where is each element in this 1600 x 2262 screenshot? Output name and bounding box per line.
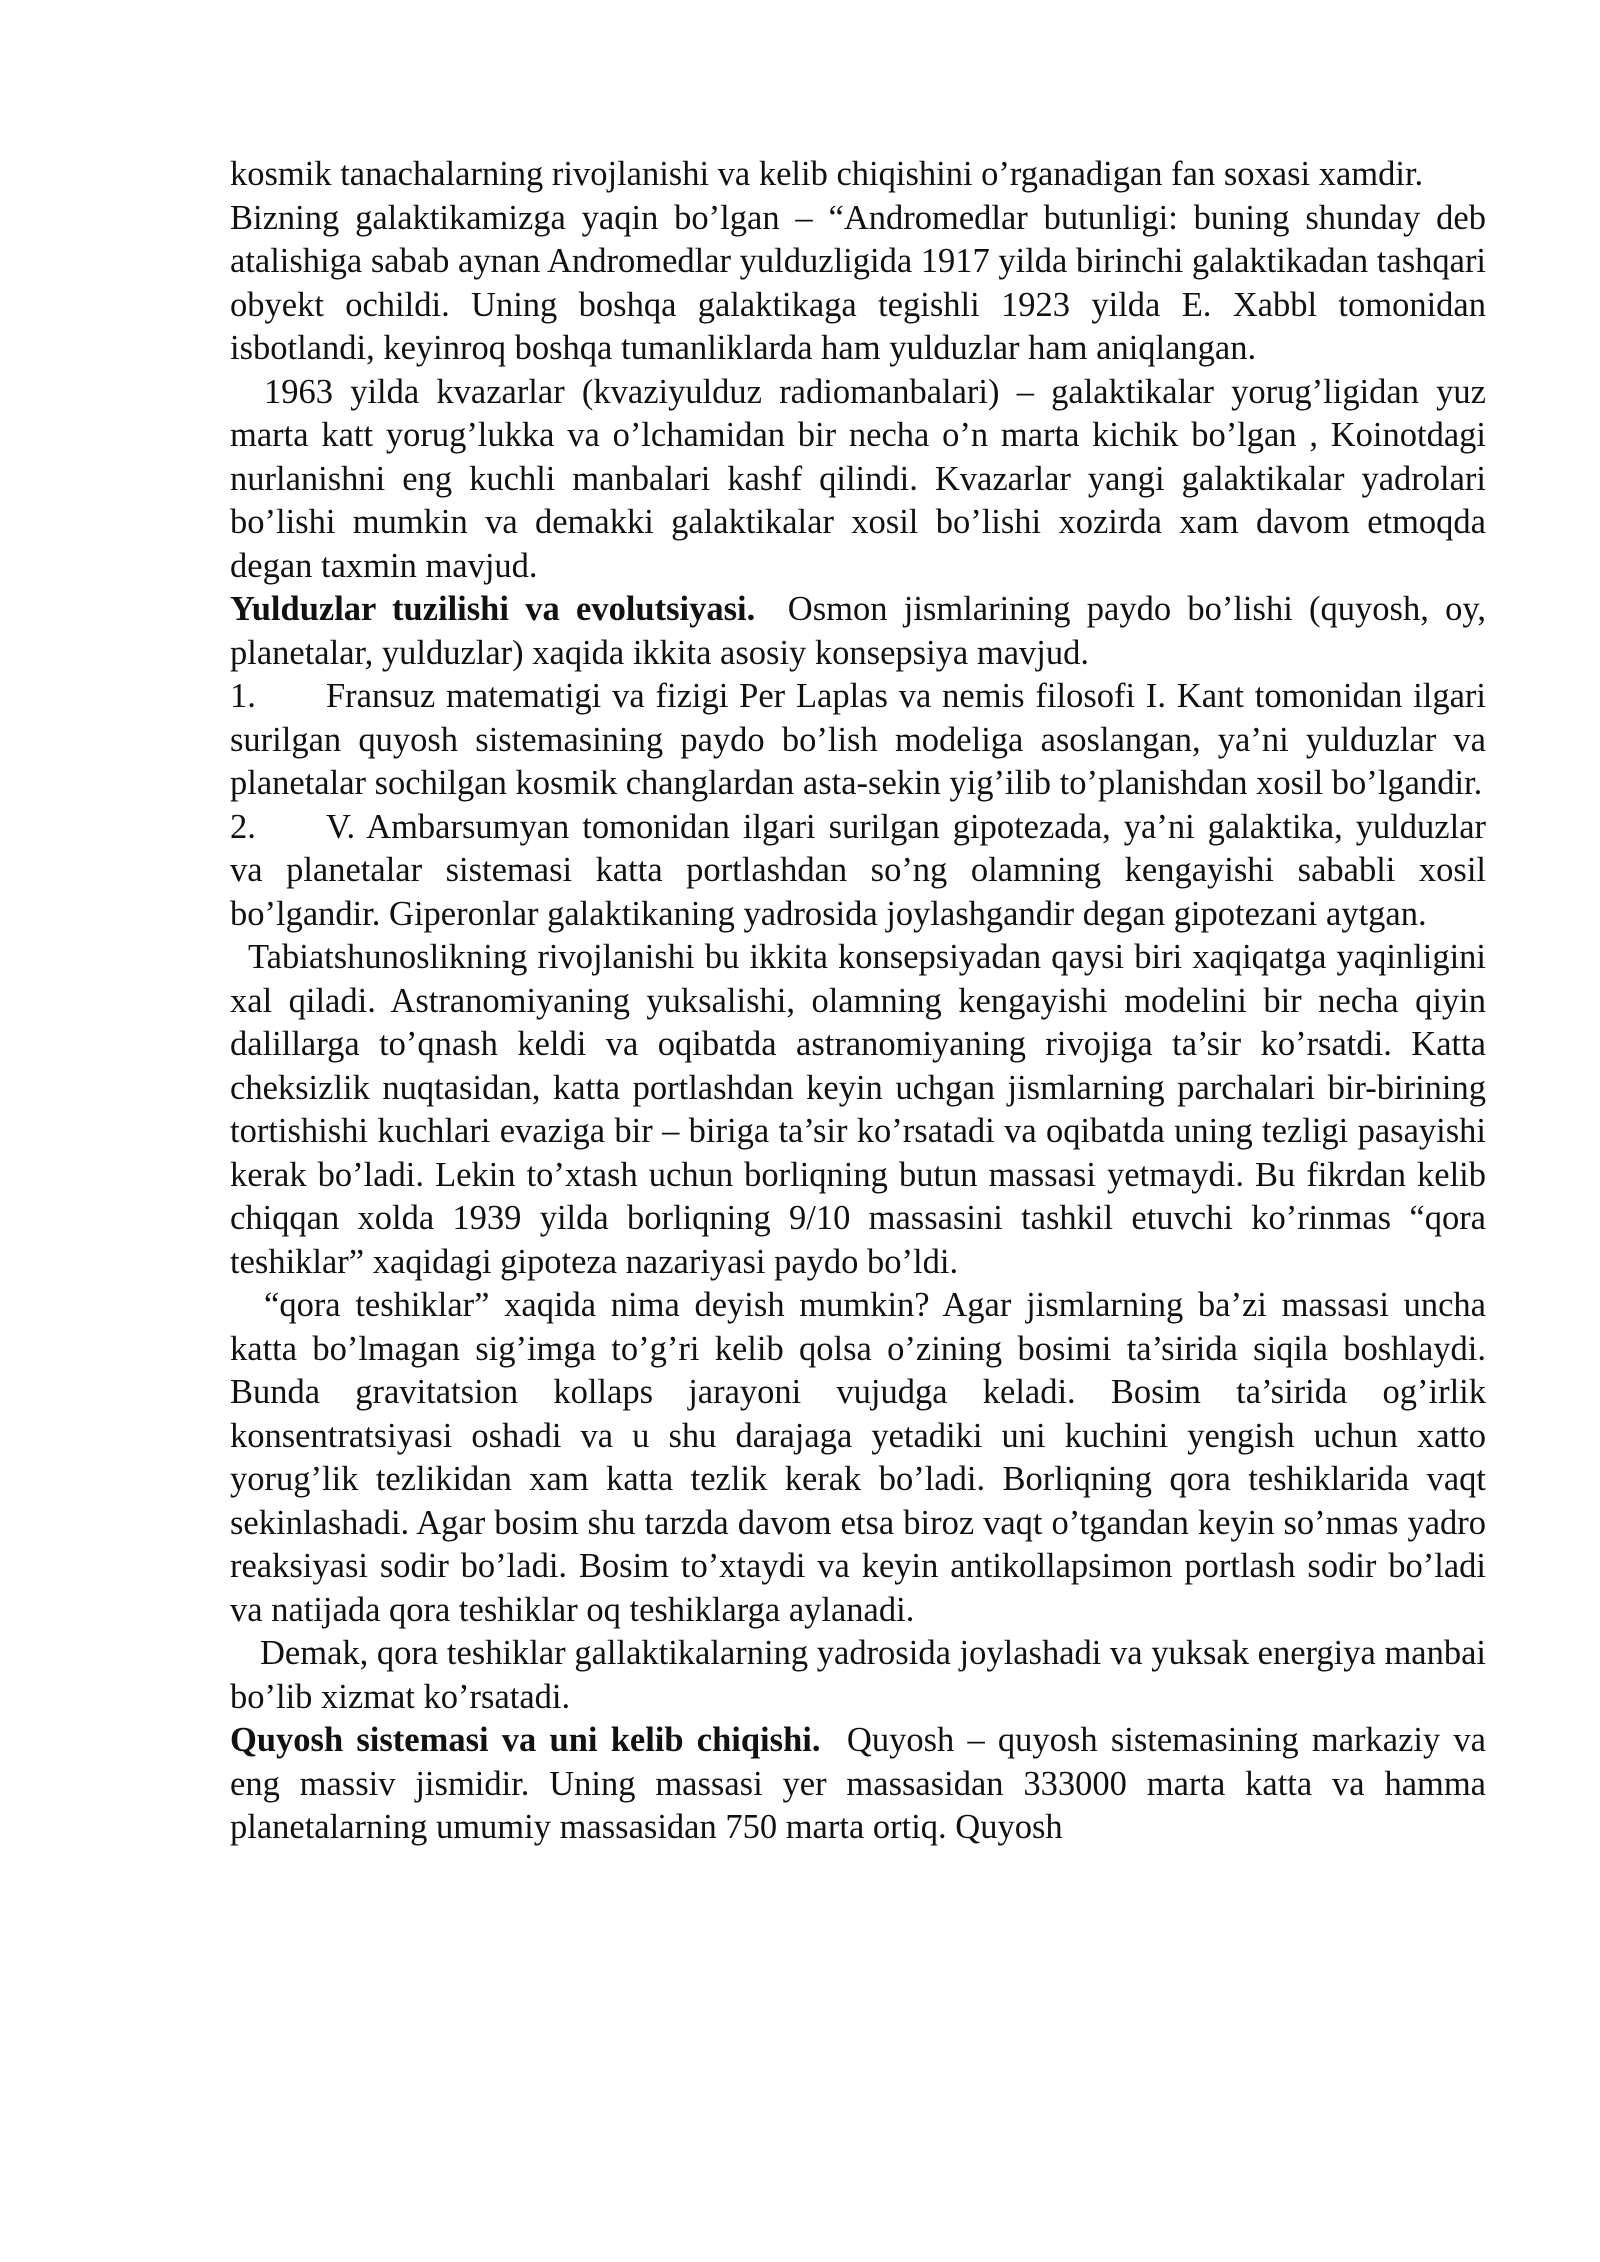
list-number-2: 2.: [230, 807, 256, 846]
paragraph-andromeda: Bizning galaktikamizga yaqin bo’lgan – “Andromedlar butunligi: buning shunday deb atalishiga sabab aynan Andromedlar yulduzligida 1917 yilda birinchi galaktikadan tashqari obyekt ochildi. Uning boshqa galaktikaga tegishli 1923 yilda E. Xabbl tomonidan isbotlandi, keyinroq boshqa tumanliklarda ham yulduzlar ham aniqlangan.: [230, 198, 1487, 367]
section-heading-stars: Yulduzlar tuzilishi va evolutsiyasi.: [230, 590, 756, 628]
paragraph-conclusion: Demak, qora teshiklar gallaktikalarning yadrosida joylashadi va yuksak energiya manbai bo’lib xizmat ko’rsatadi.: [230, 1634, 1486, 1716]
list-item-2: [230, 806, 1486, 937]
paragraph-black-holes: “qora teshiklar” xaqida nima deyish mumkin? Agar jismlarning ba’zi massasi uncha katta bo’lmagan sig’imga to’g’ri kelib qolsa o’zining bosimi ta’sirida siqila boshlaydi. Bunda gravitatsion kollaps jarayoni vujudga keladi. Bosim ta’sirida og’irlik konsentratsiyasi oshadi va u shu darajaga yetadiki uni kuchini yengish uchun xatto yorug’lik tezlikidan xam katta tezlik kerak bo’ladi. Borliqning qora teshiklarida vaqt sekinlashadi. Agar bosim shu tarzda davom etsa biroz vaqt o’tgandan keyin so’nmas yadro reaksiyasi sodir bo’ladi. Bosim to’xtaydi va keyin antikollapsimon portlash sodir bo’ladi va natijada qora teshiklar oq teshiklarga aylanadi.: [230, 1286, 1486, 1629]
list-item-1: [230, 675, 1486, 806]
section-text-solar-system: Quyosh – quyosh sistemasining markaziy va eng massiv jismidir. Uning massasi yer massasidan 333000 marta katta va hamma planetalarning umumiy massasidan 750 marta ortiq. Quyosh: [230, 1721, 1487, 1846]
list-text-2: V. Ambarsumyan tomonidan ilgari surilgan gipotezada, ya’ni galaktika, yulduzlar va planetalar sistemasi katta portlashdan so’ng olamning kengayishi sababli xosil bo’lgandir. Giperonlar galaktikaning yadrosida joylashgandir degan gipotezani aytgan.: [230, 807, 1486, 933]
text-column: [230, 153, 1486, 1850]
section-heading-solar-system: Quyosh sistemasi va uni kelib chiqishi.: [230, 1721, 821, 1759]
paragraph-stars-section: [230, 588, 1486, 675]
paragraph-natural-science: Tabiatshunoslikning rivojlanishi bu ikkita konsepsiyadan qaysi biri xaqiqatga yaqinligini xal qiladi. Astranomiyaning yuksalishi, olamning kengayishi modelini bir necha qiyin dalillarga to’qnash keldi va oqibatda astranomiyaning rivojiga ta’sir ko’rsatdi. Katta cheksizlik nuqtasidan, katta portlashdan keyin uchgan jismlarning parchalari bir-birining tortishishi kuchlari evaziga bir – biriga ta’sir ko’rsatadi va oqibatda uning tezligi pasayishi kerak bo’ladi. Lekin to’xtash uchun borliqning butun massasi yetmaydi. Bu fikrdan kelib chiqqan xolda 1939 yilda borliqning 9/10 massasini tashkil etuvchi ko’rinmas “qora teshiklar” xaqidagi gipoteza nazariyasi paydo bo’ldi.: [230, 938, 1486, 1281]
list-text-1: Fransuz matematigi va fizigi Per Laplas va nemis filosofi I. Kant tomonidan ilgari surilgan quyosh sistemasining paydo bo’lish modeliga asoslangan, ya’ni yulduzlar va planetalar sochilgan kosmik changlardan asta-sekin yig’ilib to’planishdan xosil bo’lgandir.: [230, 677, 1486, 802]
paragraph-quasars: 1963 yilda kvazarlar (kvaziyulduz radiomanbalari) – galaktikalar yorug’ligidan yuz marta katt yorug’lukka va o’lchamidan bir necha o’n marta kichik bo’lgan , Koinotdagi nurlanishni eng kuchli manbalari kashf qilindi. Kvazarlar yangi galaktikalar yadrolari bo’lishi mumkin va demakki galaktikalar xosil bo’lishi xozirda xam davom etmoqda degan taxmin mavjud.: [230, 372, 1486, 585]
list-number-1: 1.: [230, 677, 256, 715]
paragraph-solar-system-section: [230, 1719, 1486, 1850]
section-text-stars: Osmon jismlarining paydo bo’lishi (quyosh, oy, planetalar, yulduzlar) xaqida ikkita asosiy konsepsiya mavjud.: [230, 590, 1487, 672]
paragraph-intro-continuation: kosmik tanachalarning rivojlanishi va kelib chiqishini o’rganadigan fan soxasi xamdir.: [230, 155, 1424, 193]
